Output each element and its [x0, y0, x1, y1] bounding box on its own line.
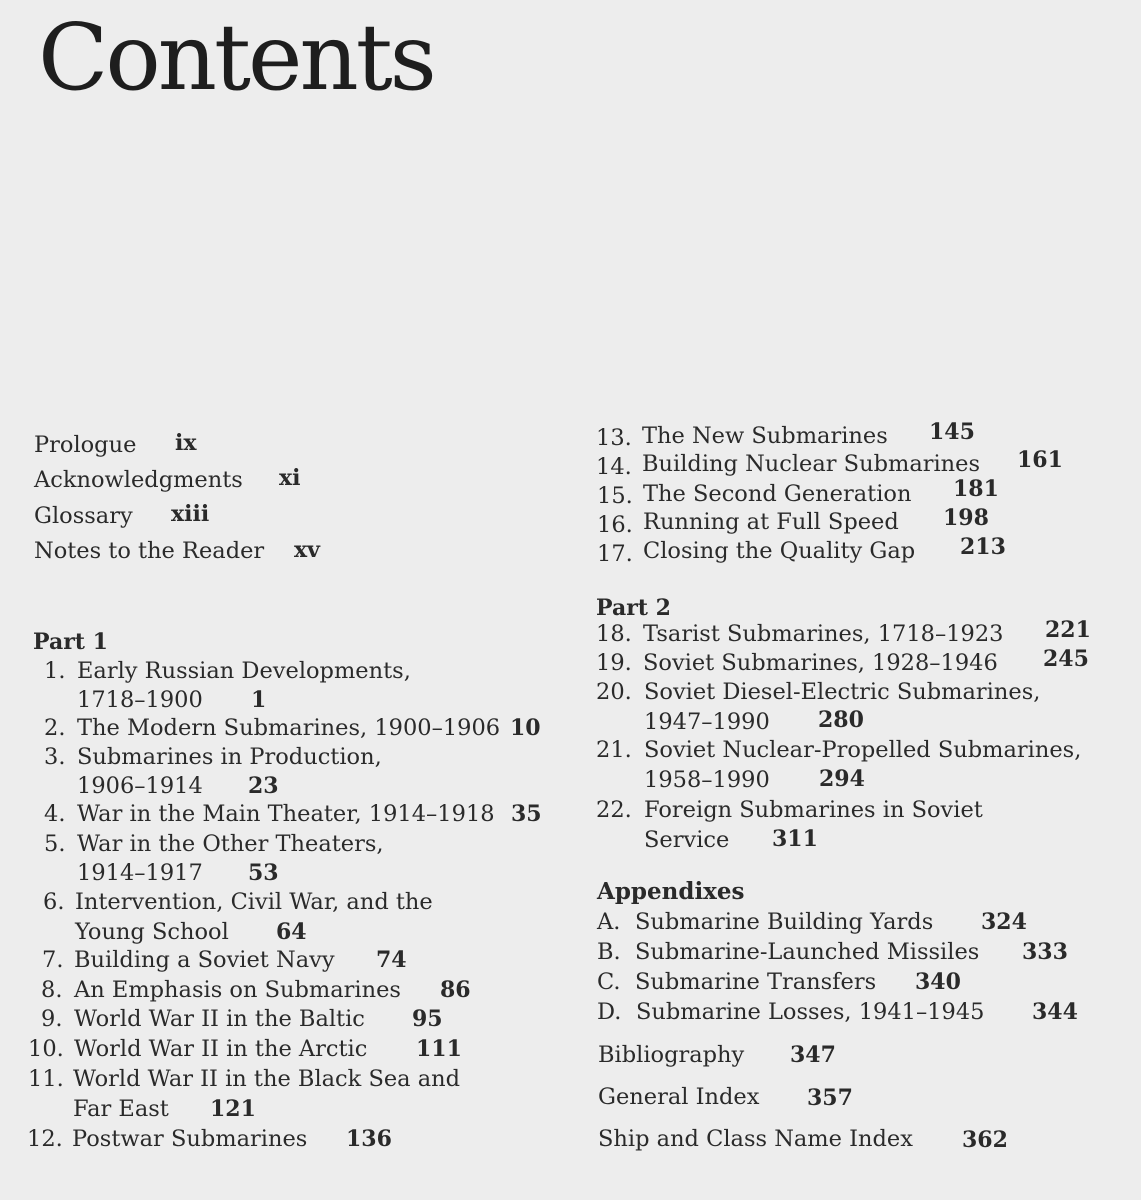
toc-chapter-9-title: World War II in the Baltic [74, 1006, 365, 1032]
toc-chapter-22-title: Foreign Submarines in Soviet [644, 797, 983, 823]
toc-appendix-d-num: D. [597, 999, 622, 1025]
toc-chapter-1-page: 1 [251, 687, 267, 713]
toc-chapter-10-title: World War II in the Arctic [74, 1036, 368, 1062]
toc-chapter-4-title: War in the Main Theater, 1914–1918 [77, 801, 495, 827]
toc-chapter-8-page: 86 [440, 977, 471, 1003]
toc-chapter-21-page: 294 [819, 766, 865, 792]
toc-chapter-12-num: 12. [27, 1126, 63, 1152]
part2-heading: Part 2 [596, 595, 671, 621]
toc-appendix-b-page: 333 [1022, 939, 1068, 965]
toc-front-prologue: Prologue [34, 432, 137, 458]
toc-back-ship-index-page: 362 [962, 1127, 1008, 1153]
toc-chapter-2-title: The Modern Submarines, 1900–1906 [77, 715, 501, 741]
toc-front-acknowledgments: Acknowledgments [34, 467, 243, 493]
toc-chapter-3-page: 23 [248, 773, 279, 799]
toc-chapter-11-num: 11. [28, 1066, 64, 1092]
toc-back-bibliography-page: 347 [790, 1042, 836, 1068]
toc-chapter-2-num: 2. [44, 715, 66, 741]
toc-appendix-b-title: Submarine-Launched Missiles [635, 939, 980, 965]
toc-chapter-14-page: 161 [1017, 447, 1063, 473]
toc-chapter-14-title: Building Nuclear Submarines [642, 451, 981, 477]
toc-chapter-18-title: Tsarist Submarines, 1718–1923 [643, 621, 1004, 647]
toc-chapter-1-title-cont: 1718–1900 [77, 687, 203, 713]
toc-appendix-b-num: B. [597, 939, 621, 965]
toc-chapter-11-page: 121 [210, 1096, 256, 1122]
toc-chapter-14-num: 14. [596, 454, 632, 480]
toc-appendix-a-title: Submarine Building Yards [635, 909, 934, 935]
toc-chapter-15-title: The Second Generation [643, 481, 912, 507]
toc-chapter-6-num: 6. [43, 889, 65, 915]
toc-chapter-18-page: 221 [1045, 617, 1091, 643]
toc-chapter-13-title: The New Submarines [642, 423, 888, 449]
toc-chapter-4-num: 4. [44, 801, 66, 827]
toc-chapter-19-title: Soviet Submarines, 1928–1946 [643, 650, 998, 676]
toc-chapter-17-page: 213 [960, 534, 1006, 560]
toc-chapter-5-num: 5. [44, 831, 66, 857]
toc-appendix-c-title: Submarine Transfers [635, 969, 877, 995]
toc-chapter-2-page: 10 [510, 715, 541, 741]
toc-chapter-4-page: 35 [511, 801, 542, 827]
toc-chapter-11-title-cont: Far East [73, 1096, 169, 1122]
toc-chapter-12-title: Postwar Submarines [72, 1126, 308, 1152]
toc-back-general-index-page: 357 [807, 1085, 853, 1111]
toc-chapter-20-title: Soviet Diesel-Electric Submarines, [644, 679, 1041, 705]
toc-chapter-6-title-cont: Young School [75, 919, 229, 945]
toc-chapter-13-num: 13. [596, 425, 632, 451]
toc-chapter-17-num: 17. [597, 541, 633, 567]
toc-chapter-22-title-cont: Service [644, 827, 730, 853]
toc-chapter-3-title: Submarines in Production, [77, 744, 382, 770]
toc-back-ship-index: Ship and Class Name Index [598, 1126, 913, 1152]
toc-chapter-11-title: World War II in the Black Sea and [73, 1066, 461, 1092]
toc-chapter-21-title-cont: 1958–1990 [644, 767, 770, 793]
toc-chapter-22-num: 22. [596, 797, 632, 823]
toc-chapter-6-page: 64 [276, 919, 307, 945]
toc-chapter-8-title: An Emphasis on Submarines [74, 977, 401, 1003]
toc-chapter-15-num: 15. [597, 483, 633, 509]
toc-chapter-20-page: 280 [818, 707, 864, 733]
toc-chapter-7-title: Building a Soviet Navy [74, 947, 335, 973]
toc-chapter-21-num: 21. [596, 737, 632, 763]
toc-chapter-1-num: 1. [44, 658, 66, 684]
toc-chapter-9-num: 9. [41, 1006, 63, 1032]
toc-chapter-16-num: 16. [597, 512, 633, 538]
toc-front-glossary-page: xiii [171, 501, 210, 527]
toc-chapter-3-title-cont: 1906–1914 [77, 773, 203, 799]
toc-chapter-16-title: Running at Full Speed [643, 509, 899, 535]
toc-appendix-c-num: C. [597, 969, 621, 995]
toc-appendix-d-page: 344 [1032, 999, 1078, 1025]
toc-front-notes: Notes to the Reader [34, 538, 265, 564]
part1-heading: Part 1 [33, 629, 108, 655]
toc-front-acknowledgments-page: xi [279, 465, 301, 491]
toc-chapter-17-title: Closing the Quality Gap [643, 538, 916, 564]
toc-chapter-20-title-cont: 1947–1990 [644, 709, 770, 735]
toc-chapter-20-num: 20. [596, 679, 632, 705]
toc-chapter-21-title: Soviet Nuclear-Propelled Submarines, [644, 737, 1082, 763]
toc-chapter-7-num: 7. [42, 947, 64, 973]
toc-front-prologue-page: ix [175, 430, 197, 456]
toc-chapter-13-page: 145 [929, 419, 975, 445]
toc-chapter-15-page: 181 [953, 476, 999, 502]
toc-appendix-a-num: A. [597, 909, 621, 935]
page-title: Contents [38, 4, 434, 111]
toc-chapter-5-page: 53 [248, 860, 279, 886]
toc-appendix-d-title: Submarine Losses, 1941–1945 [636, 999, 985, 1025]
toc-appendix-c-page: 340 [915, 969, 961, 995]
toc-chapter-5-title: War in the Other Theaters, [77, 831, 384, 857]
appendixes-heading: Appendixes [597, 878, 745, 905]
toc-chapter-3-num: 3. [44, 744, 66, 770]
toc-chapter-18-num: 18. [596, 621, 632, 647]
toc-back-bibliography: Bibliography [598, 1042, 745, 1068]
toc-front-notes-page: xv [294, 537, 320, 563]
toc-chapter-10-page: 111 [416, 1036, 462, 1062]
toc-front-glossary: Glossary [34, 503, 133, 529]
toc-appendix-a-page: 324 [981, 909, 1027, 935]
toc-chapter-5-title-cont: 1914–1917 [77, 860, 203, 886]
toc-chapter-12-page: 136 [346, 1126, 392, 1152]
toc-chapter-6-title: Intervention, Civil War, and the [75, 889, 433, 915]
toc-chapter-9-page: 95 [412, 1006, 443, 1032]
toc-chapter-22-page: 311 [772, 826, 818, 852]
toc-chapter-10-num: 10. [28, 1036, 64, 1062]
toc-chapter-1-title: Early Russian Developments, [77, 658, 411, 684]
toc-chapter-8-num: 8. [41, 977, 63, 1003]
toc-back-general-index: General Index [598, 1084, 760, 1110]
toc-chapter-19-page: 245 [1043, 646, 1089, 672]
toc-chapter-7-page: 74 [376, 947, 407, 973]
toc-chapter-19-num: 19. [596, 650, 632, 676]
toc-chapter-16-page: 198 [943, 505, 989, 531]
